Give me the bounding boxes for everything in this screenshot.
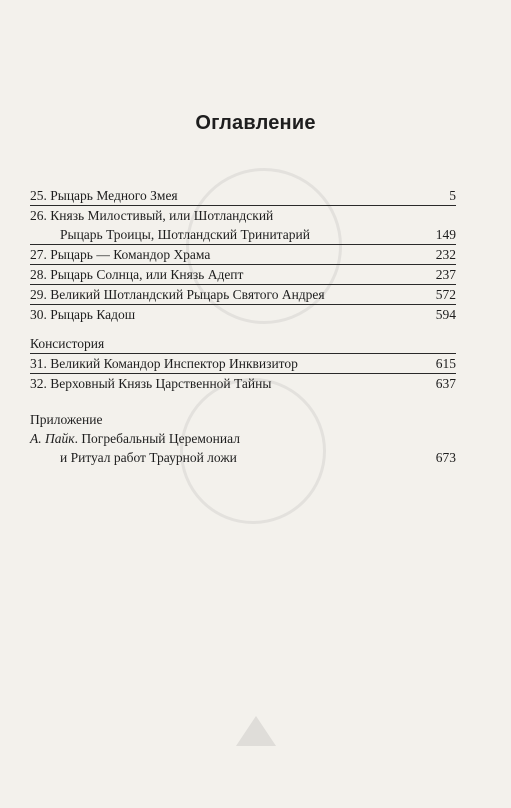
toc-entry (30, 354, 456, 374)
toc-entry-page: 232 (435, 247, 456, 262)
appendix-title-part: . Погребальный Церемониал (74, 431, 240, 446)
toc-entry (30, 285, 456, 305)
toc-entry (30, 245, 456, 265)
toc-entry-title: 28. Рыцарь Солнца, или Князь Адепт (30, 267, 244, 282)
toc-entry (30, 186, 456, 206)
toc-entry-title: 30. Рыцарь Кадош (30, 307, 136, 322)
toc-entry-continuation (30, 225, 456, 245)
toc-entry-page: 673 (435, 450, 456, 465)
toc-entry-page: 237 (435, 267, 456, 282)
toc-entry-page: 149 (435, 227, 456, 242)
toc-entry-title: Рыцарь Троицы, Шотландский Тринитарий (60, 227, 310, 242)
toc-entry (30, 429, 456, 448)
toc-entry-page: 615 (435, 356, 456, 371)
toc-group-consistory (30, 334, 456, 393)
toc-entry-page: 637 (435, 376, 456, 391)
section-heading: Приложение (30, 412, 103, 427)
section-heading: Консистория (30, 334, 456, 354)
toc-entry-page: 594 (435, 307, 456, 322)
toc-entry-title: 29. Великий Шотландский Рыцарь Святого Андрея (30, 287, 325, 302)
toc-entry-title: 27. Рыцарь — Командор Храма (30, 247, 211, 262)
toc-entry-title: и Ритуал работ Траурной ложи (60, 450, 237, 465)
toc-entry-continuation (30, 448, 456, 467)
faint-triangle-graphic (236, 716, 276, 746)
author-name: А. Пайк (30, 431, 75, 446)
toc-group-degrees (30, 186, 456, 324)
toc-entry-title (30, 429, 240, 448)
toc-entry-title: 25. Рыцарь Медного Змея (30, 188, 178, 203)
page-title: Оглавление (195, 112, 316, 134)
toc-entry-title: 26. Князь Милостивый, или Шотландский (30, 208, 274, 223)
toc-entry (30, 374, 456, 393)
toc-entry-title: 32. Верховный Князь Царственной Тайны (30, 376, 272, 391)
toc-entry-page: 5 (449, 188, 456, 203)
toc-entry (30, 206, 456, 225)
toc-entry-page: 572 (435, 287, 456, 302)
toc-entry (30, 265, 456, 285)
toc-entry (30, 305, 456, 324)
toc-group-appendix (30, 410, 456, 467)
toc-entry-title: 31. Великий Командор Инспектор Инквизитор (30, 356, 298, 371)
